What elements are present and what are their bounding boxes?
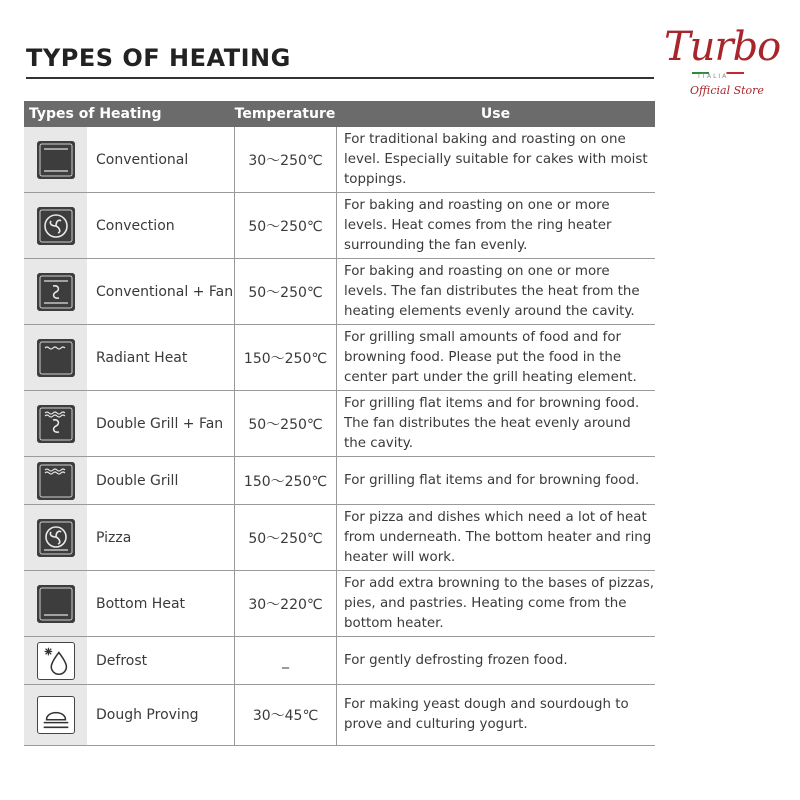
- header-types-of-heating: Types of Heating: [29, 106, 162, 122]
- row-temperature: 50～250℃: [235, 505, 337, 570]
- row-use: For grilling flat items and for browning food. The fan distributes the heat evenly around the cavity.: [344, 395, 640, 451]
- row-icon-cell: [24, 325, 87, 390]
- double-grill-icon: [37, 462, 75, 500]
- row-icon-cell: [24, 685, 87, 745]
- row-icon-cell: [24, 457, 87, 504]
- table-row: [24, 637, 655, 685]
- row-icon-cell: [24, 571, 87, 636]
- row-use: For making yeast dough and sourdough to prove and culturing yogurt.: [344, 697, 629, 732]
- title-divider: [26, 77, 654, 79]
- table-row: [24, 193, 655, 259]
- row-use: For traditional baking and roasting on one level. Especially suitable for cakes with moist toppings.: [344, 131, 648, 187]
- row-temperature: 50～250℃: [235, 259, 337, 324]
- page-title: TYPES OF HEATING: [26, 44, 291, 72]
- row-type-name: Pizza: [87, 505, 235, 570]
- table-header: [24, 101, 655, 127]
- header-temperature: Temperature: [234, 106, 336, 122]
- logo-subtitle: ITALIA: [698, 73, 729, 80]
- header-use: Use: [480, 106, 511, 122]
- row-use: For grilling flat items and for browning food.: [344, 472, 640, 488]
- row-type-name: Double Grill + Fan: [87, 391, 235, 456]
- brand-logo: [664, 24, 781, 100]
- logo-wordmark: Turbo: [664, 24, 781, 70]
- row-use: For pizza and dishes which need a lot of heat from underneath. The bottom heater and ring heater will work.: [344, 509, 652, 565]
- row-type-name: Conventional + Fan: [87, 259, 235, 324]
- table-row: [24, 127, 655, 193]
- defrost-icon: [37, 642, 75, 680]
- row-type-name: Conventional: [87, 127, 235, 192]
- row-use: For add extra browning to the bases of pizzas, pies, and pastries. Heating come from the bottom heater.: [344, 575, 655, 631]
- row-temperature: 30～250℃: [235, 127, 337, 192]
- table-row: [24, 505, 655, 571]
- row-use: For baking and roasting on one or more levels. Heat comes from the ring heater surrounding the fan evenly.: [344, 197, 612, 253]
- double-grill-fan-icon: [37, 405, 75, 443]
- row-type-name: Bottom Heat: [87, 571, 235, 636]
- row-temperature: 30～220℃: [235, 571, 337, 636]
- row-temperature: _: [235, 637, 337, 684]
- row-type-name: Defrost: [87, 637, 235, 684]
- row-temperature: 150～250℃: [235, 325, 337, 390]
- row-temperature: 150～250℃: [235, 457, 337, 504]
- row-type-name: Dough Proving: [87, 685, 235, 745]
- table-row: [24, 259, 655, 325]
- row-icon-cell: [24, 505, 87, 570]
- table-row: [24, 391, 655, 457]
- table-row: [24, 457, 655, 505]
- row-use: For gently defrosting frozen food.: [344, 652, 568, 668]
- heating-types-table: [24, 101, 655, 746]
- table-row: [24, 325, 655, 391]
- dough-proving-icon: [37, 696, 75, 734]
- row-icon-cell: [24, 193, 87, 258]
- row-icon-cell: [24, 391, 87, 456]
- table-row: [24, 685, 655, 746]
- row-icon-cell: [24, 637, 87, 684]
- row-type-name: Radiant Heat: [87, 325, 235, 390]
- table-row: [24, 571, 655, 637]
- row-temperature: 50～250℃: [235, 391, 337, 456]
- row-use: For grilling small amounts of food and for browning food. Please put the food in the center part under the grill heating element.: [344, 329, 637, 385]
- pizza-icon: [37, 519, 75, 557]
- row-icon-cell: [24, 127, 87, 192]
- official-store-label: Official Store: [690, 84, 764, 97]
- row-temperature: 50～250℃: [235, 193, 337, 258]
- row-use: For baking and roasting on one or more levels. The fan distributes the heat from the heating elements evenly around the cavity.: [344, 263, 640, 319]
- radiant-heat-icon: [37, 339, 75, 377]
- conventional-fan-icon: [37, 273, 75, 311]
- row-type-name: Convection: [87, 193, 235, 258]
- row-icon-cell: [24, 259, 87, 324]
- conventional-icon: [37, 141, 75, 179]
- convection-fan-icon: [37, 207, 75, 245]
- bottom-heat-icon: [37, 585, 75, 623]
- row-temperature: 30～45℃: [235, 685, 337, 745]
- row-type-name: Double Grill: [87, 457, 235, 504]
